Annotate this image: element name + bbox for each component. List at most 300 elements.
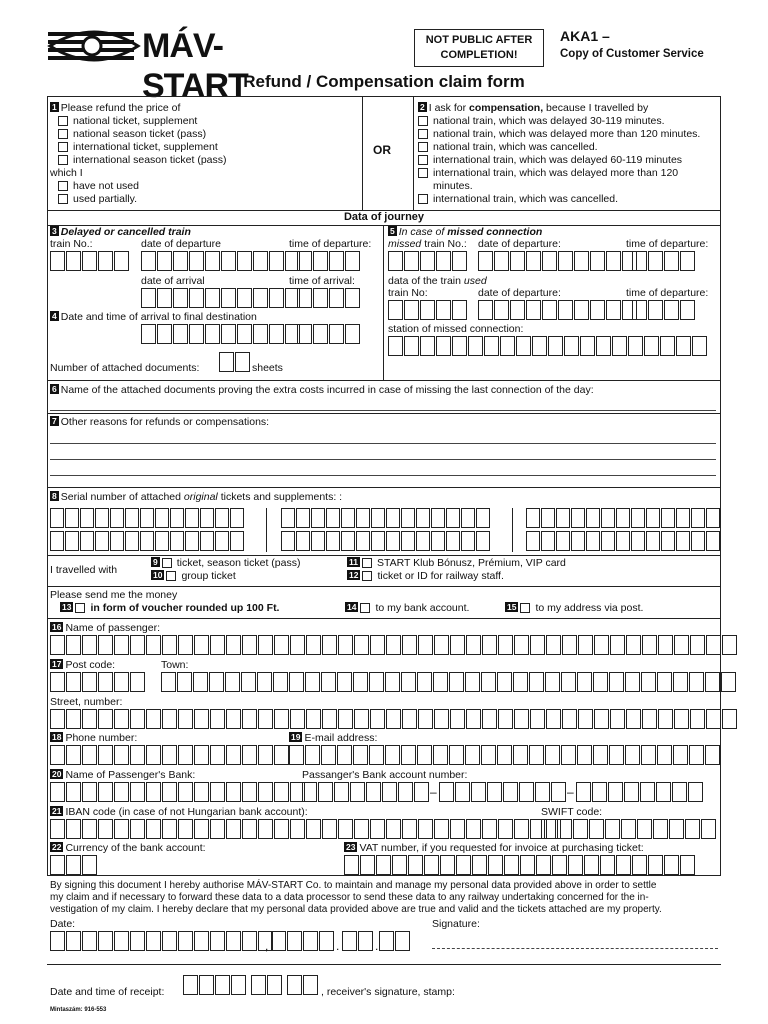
char-box[interactable] — [497, 745, 512, 765]
char-box[interactable] — [170, 508, 184, 528]
char-box[interactable] — [424, 855, 439, 875]
char-box[interactable] — [705, 745, 720, 765]
char-box[interactable] — [219, 352, 234, 372]
char-box[interactable] — [50, 635, 65, 655]
char-box[interactable] — [648, 251, 663, 271]
char-box[interactable] — [706, 709, 721, 729]
checkbox[interactable] — [418, 168, 428, 178]
char-box[interactable] — [194, 782, 209, 802]
char-box[interactable] — [706, 635, 721, 655]
train-no-input[interactable] — [50, 251, 130, 271]
char-box[interactable] — [658, 635, 673, 655]
char-box[interactable] — [669, 819, 684, 839]
char-box[interactable] — [610, 635, 625, 655]
char-box[interactable] — [576, 782, 591, 802]
char-box[interactable] — [625, 745, 640, 765]
char-box[interactable] — [609, 745, 624, 765]
street-input[interactable] — [50, 709, 738, 729]
char-box[interactable] — [504, 855, 519, 875]
char-box[interactable] — [311, 508, 325, 528]
char-box[interactable] — [342, 931, 357, 951]
char-box[interactable] — [200, 531, 214, 551]
char-box[interactable] — [50, 782, 65, 802]
char-box[interactable] — [173, 324, 188, 344]
char-box[interactable] — [557, 819, 572, 839]
char-box[interactable] — [586, 508, 600, 528]
char-box[interactable] — [417, 745, 432, 765]
char-box[interactable] — [313, 251, 328, 271]
char-box[interactable] — [452, 251, 467, 271]
sign-date-part-2[interactable] — [271, 931, 335, 951]
char-box[interactable] — [621, 819, 636, 839]
char-box[interactable] — [146, 782, 161, 802]
char-box[interactable] — [641, 672, 656, 692]
char-box[interactable] — [356, 531, 370, 551]
char-box[interactable] — [577, 672, 592, 692]
checkbox[interactable] — [58, 194, 68, 204]
char-box[interactable] — [371, 508, 385, 528]
char-box[interactable] — [125, 531, 139, 551]
char-box[interactable] — [110, 508, 124, 528]
char-box[interactable] — [688, 782, 703, 802]
char-box[interactable] — [596, 336, 611, 356]
char-box[interactable] — [476, 531, 490, 551]
checkbox[interactable] — [362, 571, 372, 581]
char-box[interactable] — [653, 819, 668, 839]
char-box[interactable] — [50, 931, 65, 951]
char-box[interactable] — [594, 635, 609, 655]
char-box[interactable] — [289, 745, 304, 765]
char-box[interactable] — [648, 855, 663, 875]
char-box[interactable] — [562, 635, 577, 655]
char-box[interactable] — [584, 855, 599, 875]
departure-time-input[interactable] — [297, 251, 361, 271]
char-box[interactable] — [271, 931, 286, 951]
char-box[interactable] — [526, 300, 541, 320]
char-box[interactable] — [170, 531, 184, 551]
char-box[interactable] — [318, 782, 333, 802]
char-box[interactable] — [646, 531, 660, 551]
char-box[interactable] — [326, 508, 340, 528]
char-box[interactable] — [478, 251, 493, 271]
char-box[interactable] — [82, 855, 97, 875]
char-box[interactable] — [519, 782, 534, 802]
char-box[interactable] — [242, 709, 257, 729]
char-box[interactable] — [258, 745, 273, 765]
char-box[interactable] — [392, 855, 407, 875]
char-box[interactable] — [354, 819, 369, 839]
char-box[interactable] — [632, 855, 647, 875]
checkbox[interactable] — [360, 603, 370, 613]
char-box[interactable] — [210, 635, 225, 655]
char-box[interactable] — [418, 709, 433, 729]
option-10[interactable]: 10 group ticket — [153, 570, 236, 582]
char-box[interactable] — [514, 819, 529, 839]
char-box[interactable] — [446, 508, 460, 528]
char-box[interactable] — [484, 336, 499, 356]
char-box[interactable] — [574, 300, 589, 320]
char-box[interactable] — [606, 251, 621, 271]
char-box[interactable] — [322, 635, 337, 655]
char-box[interactable] — [157, 324, 172, 344]
char-box[interactable] — [226, 635, 241, 655]
ticket-serial-1[interactable] — [50, 508, 245, 528]
char-box[interactable] — [66, 672, 81, 692]
char-box[interactable] — [398, 782, 413, 802]
char-box[interactable] — [337, 745, 352, 765]
char-box[interactable] — [215, 531, 229, 551]
char-box[interactable] — [616, 508, 630, 528]
char-box[interactable] — [626, 635, 641, 655]
char-box[interactable] — [461, 531, 475, 551]
char-box[interactable] — [402, 635, 417, 655]
char-box[interactable] — [672, 782, 687, 802]
char-box[interactable] — [269, 324, 284, 344]
char-box[interactable] — [345, 324, 360, 344]
refund-option-2[interactable]: national season ticket (pass) — [58, 128, 206, 141]
char-box[interactable] — [162, 709, 177, 729]
char-box[interactable] — [329, 324, 344, 344]
char-box[interactable] — [674, 635, 689, 655]
account-part-3[interactable] — [576, 782, 704, 802]
ticket-serial-2[interactable] — [281, 508, 491, 528]
char-box[interactable] — [680, 251, 695, 271]
char-box[interactable] — [98, 931, 113, 951]
char-box[interactable] — [258, 782, 273, 802]
char-box[interactable] — [226, 709, 241, 729]
char-box[interactable] — [605, 819, 620, 839]
char-box[interactable] — [482, 709, 497, 729]
char-box[interactable] — [358, 931, 373, 951]
char-box[interactable] — [401, 672, 416, 692]
missed-train-no-input[interactable] — [388, 251, 468, 271]
char-box[interactable] — [580, 336, 595, 356]
char-box[interactable] — [185, 508, 199, 528]
char-box[interactable] — [173, 288, 188, 308]
char-box[interactable] — [146, 819, 161, 839]
char-box[interactable] — [513, 745, 528, 765]
char-box[interactable] — [382, 782, 397, 802]
char-box[interactable] — [267, 975, 282, 995]
char-box[interactable] — [98, 709, 113, 729]
char-box[interactable] — [221, 251, 236, 271]
char-box[interactable] — [690, 709, 705, 729]
section7-line-2[interactable] — [50, 459, 716, 460]
char-box[interactable] — [494, 300, 509, 320]
char-box[interactable] — [237, 324, 252, 344]
char-box[interactable] — [66, 745, 81, 765]
char-box[interactable] — [601, 508, 615, 528]
char-box[interactable] — [114, 745, 129, 765]
char-box[interactable] — [98, 745, 113, 765]
char-box[interactable] — [66, 855, 81, 875]
char-box[interactable] — [287, 931, 302, 951]
ticket-serial-6[interactable] — [526, 531, 721, 551]
char-box[interactable] — [162, 635, 177, 655]
char-box[interactable] — [530, 709, 545, 729]
char-box[interactable] — [420, 300, 435, 320]
char-box[interactable] — [520, 855, 535, 875]
char-box[interactable] — [274, 782, 289, 802]
char-box[interactable] — [130, 819, 145, 839]
char-box[interactable] — [449, 745, 464, 765]
email-input[interactable] — [289, 745, 721, 765]
char-box[interactable] — [701, 819, 716, 839]
option-13[interactable]: 13 in form of voucher rounded up 100 Ft. — [62, 602, 280, 614]
char-box[interactable] — [155, 531, 169, 551]
char-box[interactable] — [366, 782, 381, 802]
char-box[interactable] — [230, 508, 244, 528]
option-9[interactable]: 9 ticket, season ticket (pass) — [153, 557, 301, 569]
char-box[interactable] — [242, 931, 257, 951]
char-box[interactable] — [226, 745, 241, 765]
char-box[interactable] — [431, 508, 445, 528]
char-box[interactable] — [468, 336, 483, 356]
char-box[interactable] — [658, 709, 673, 729]
char-box[interactable] — [329, 288, 344, 308]
char-box[interactable] — [632, 251, 647, 271]
char-box[interactable] — [360, 855, 375, 875]
checkbox[interactable] — [418, 194, 428, 204]
char-box[interactable] — [660, 336, 675, 356]
char-box[interactable] — [253, 251, 268, 271]
char-box[interactable] — [510, 251, 525, 271]
char-box[interactable] — [530, 635, 545, 655]
char-box[interactable] — [401, 531, 415, 551]
char-box[interactable] — [319, 931, 334, 951]
char-box[interactable] — [344, 855, 359, 875]
ticket-serial-3[interactable] — [526, 508, 721, 528]
char-box[interactable] — [226, 819, 241, 839]
char-box[interactable] — [420, 251, 435, 271]
char-box[interactable] — [472, 855, 487, 875]
char-box[interactable] — [656, 782, 671, 802]
char-box[interactable] — [215, 508, 229, 528]
char-box[interactable] — [82, 819, 97, 839]
checkbox[interactable] — [58, 181, 68, 191]
char-box[interactable] — [590, 300, 605, 320]
char-box[interactable] — [242, 635, 257, 655]
char-box[interactable] — [321, 672, 336, 692]
char-box[interactable] — [221, 288, 236, 308]
char-box[interactable] — [498, 635, 513, 655]
char-box[interactable] — [526, 251, 541, 271]
char-box[interactable] — [178, 709, 193, 729]
char-box[interactable] — [482, 635, 497, 655]
ticket-serial-5[interactable] — [281, 531, 491, 551]
char-box[interactable] — [414, 782, 429, 802]
char-box[interactable] — [162, 782, 177, 802]
char-box[interactable] — [590, 251, 605, 271]
char-box[interactable] — [450, 709, 465, 729]
char-box[interactable] — [532, 336, 547, 356]
char-box[interactable] — [95, 508, 109, 528]
char-box[interactable] — [657, 672, 672, 692]
checkbox[interactable] — [75, 603, 85, 613]
char-box[interactable] — [552, 855, 567, 875]
option-15[interactable]: 15 to my address via post. — [507, 602, 644, 614]
char-box[interactable] — [498, 819, 513, 839]
char-box[interactable] — [199, 975, 214, 995]
char-box[interactable] — [529, 672, 544, 692]
char-box[interactable] — [542, 300, 557, 320]
char-box[interactable] — [345, 288, 360, 308]
char-box[interactable] — [431, 531, 445, 551]
char-box[interactable] — [642, 635, 657, 655]
char-box[interactable] — [541, 531, 555, 551]
char-box[interactable] — [404, 336, 419, 356]
char-box[interactable] — [601, 531, 615, 551]
char-box[interactable] — [322, 709, 337, 729]
char-box[interactable] — [436, 336, 451, 356]
char-box[interactable] — [161, 672, 176, 692]
checkbox[interactable] — [58, 129, 68, 139]
char-box[interactable] — [130, 931, 145, 951]
char-box[interactable] — [416, 508, 430, 528]
departure-date-input[interactable] — [141, 251, 301, 271]
char-box[interactable] — [185, 531, 199, 551]
char-box[interactable] — [114, 709, 129, 729]
char-box[interactable] — [676, 508, 690, 528]
char-box[interactable] — [50, 709, 65, 729]
char-box[interactable] — [205, 288, 220, 308]
char-box[interactable] — [162, 819, 177, 839]
char-box[interactable] — [433, 745, 448, 765]
char-box[interactable] — [680, 300, 695, 320]
char-box[interactable] — [526, 531, 540, 551]
compensation-option-5[interactable]: international train, which was delayed more than 120 — [418, 167, 678, 180]
char-box[interactable] — [689, 672, 704, 692]
char-box[interactable] — [386, 508, 400, 528]
char-box[interactable] — [296, 508, 310, 528]
char-box[interactable] — [337, 672, 352, 692]
checkbox[interactable] — [58, 155, 68, 165]
signature-line[interactable] — [432, 948, 718, 949]
post-code-input[interactable] — [50, 672, 146, 692]
char-box[interactable] — [676, 531, 690, 551]
char-box[interactable] — [369, 672, 384, 692]
passenger-name-input[interactable] — [50, 635, 738, 655]
char-box[interactable] — [488, 855, 503, 875]
usage-option-2[interactable]: used partially. — [58, 193, 137, 206]
char-box[interactable] — [608, 782, 623, 802]
char-box[interactable] — [210, 709, 225, 729]
char-box[interactable] — [235, 352, 250, 372]
char-box[interactable] — [258, 819, 273, 839]
char-box[interactable] — [338, 709, 353, 729]
missed-departure-time-input[interactable] — [632, 251, 696, 271]
char-box[interactable] — [434, 709, 449, 729]
char-box[interactable] — [637, 819, 652, 839]
char-box[interactable] — [456, 855, 471, 875]
char-box[interactable] — [273, 672, 288, 692]
checkbox[interactable] — [418, 129, 428, 139]
char-box[interactable] — [200, 508, 214, 528]
section7-line-3[interactable] — [50, 475, 716, 476]
swift-input[interactable] — [541, 819, 717, 839]
char-box[interactable] — [189, 324, 204, 344]
char-box[interactable] — [326, 531, 340, 551]
char-box[interactable] — [353, 745, 368, 765]
char-box[interactable] — [194, 635, 209, 655]
char-box[interactable] — [114, 782, 129, 802]
char-box[interactable] — [690, 635, 705, 655]
char-box[interactable] — [628, 336, 643, 356]
char-box[interactable] — [114, 931, 129, 951]
char-box[interactable] — [594, 709, 609, 729]
char-box[interactable] — [82, 745, 97, 765]
char-box[interactable] — [356, 508, 370, 528]
char-box[interactable] — [130, 782, 145, 802]
option-11[interactable]: 11 START Klub Bónusz, Prémium, VIP card — [349, 557, 566, 569]
char-box[interactable] — [157, 251, 172, 271]
char-box[interactable] — [210, 782, 225, 802]
char-box[interactable] — [494, 251, 509, 271]
char-box[interactable] — [130, 672, 145, 692]
char-box[interactable] — [66, 782, 81, 802]
char-box[interactable] — [114, 672, 129, 692]
char-box[interactable] — [449, 672, 464, 692]
char-box[interactable] — [82, 709, 97, 729]
char-box[interactable] — [226, 931, 241, 951]
char-box[interactable] — [65, 508, 79, 528]
char-box[interactable] — [541, 819, 556, 839]
char-box[interactable] — [242, 782, 257, 802]
arrival-time-input[interactable] — [297, 288, 361, 308]
char-box[interactable] — [664, 300, 679, 320]
char-box[interactable] — [450, 819, 465, 839]
checkbox[interactable] — [362, 558, 372, 568]
char-box[interactable] — [600, 855, 615, 875]
char-box[interactable] — [82, 251, 97, 271]
char-box[interactable] — [50, 531, 64, 551]
checkbox[interactable] — [58, 116, 68, 126]
char-box[interactable] — [514, 635, 529, 655]
char-box[interactable] — [408, 855, 423, 875]
char-box[interactable] — [274, 709, 289, 729]
char-box[interactable] — [155, 508, 169, 528]
section7-line-1[interactable] — [50, 443, 716, 444]
char-box[interactable] — [231, 975, 246, 995]
receipt-month[interactable] — [251, 975, 283, 995]
section6-line[interactable] — [50, 410, 716, 411]
char-box[interactable] — [140, 531, 154, 551]
char-box[interactable] — [616, 531, 630, 551]
char-box[interactable] — [296, 531, 310, 551]
char-box[interactable] — [251, 975, 266, 995]
char-box[interactable] — [386, 709, 401, 729]
char-box[interactable] — [446, 531, 460, 551]
char-box[interactable] — [541, 508, 555, 528]
char-box[interactable] — [306, 635, 321, 655]
char-box[interactable] — [305, 745, 320, 765]
compensation-option-6[interactable]: international train, which was cancelled. — [418, 193, 618, 206]
char-box[interactable] — [388, 251, 403, 271]
char-box[interactable] — [369, 745, 384, 765]
char-box[interactable] — [452, 300, 467, 320]
char-box[interactable] — [664, 251, 679, 271]
char-box[interactable] — [626, 709, 641, 729]
char-box[interactable] — [114, 635, 129, 655]
char-box[interactable] — [417, 672, 432, 692]
char-box[interactable] — [189, 251, 204, 271]
char-box[interactable] — [289, 672, 304, 692]
char-box[interactable] — [334, 782, 349, 802]
char-box[interactable] — [193, 672, 208, 692]
char-box[interactable] — [546, 709, 561, 729]
char-box[interactable] — [50, 672, 65, 692]
char-box[interactable] — [379, 931, 394, 951]
